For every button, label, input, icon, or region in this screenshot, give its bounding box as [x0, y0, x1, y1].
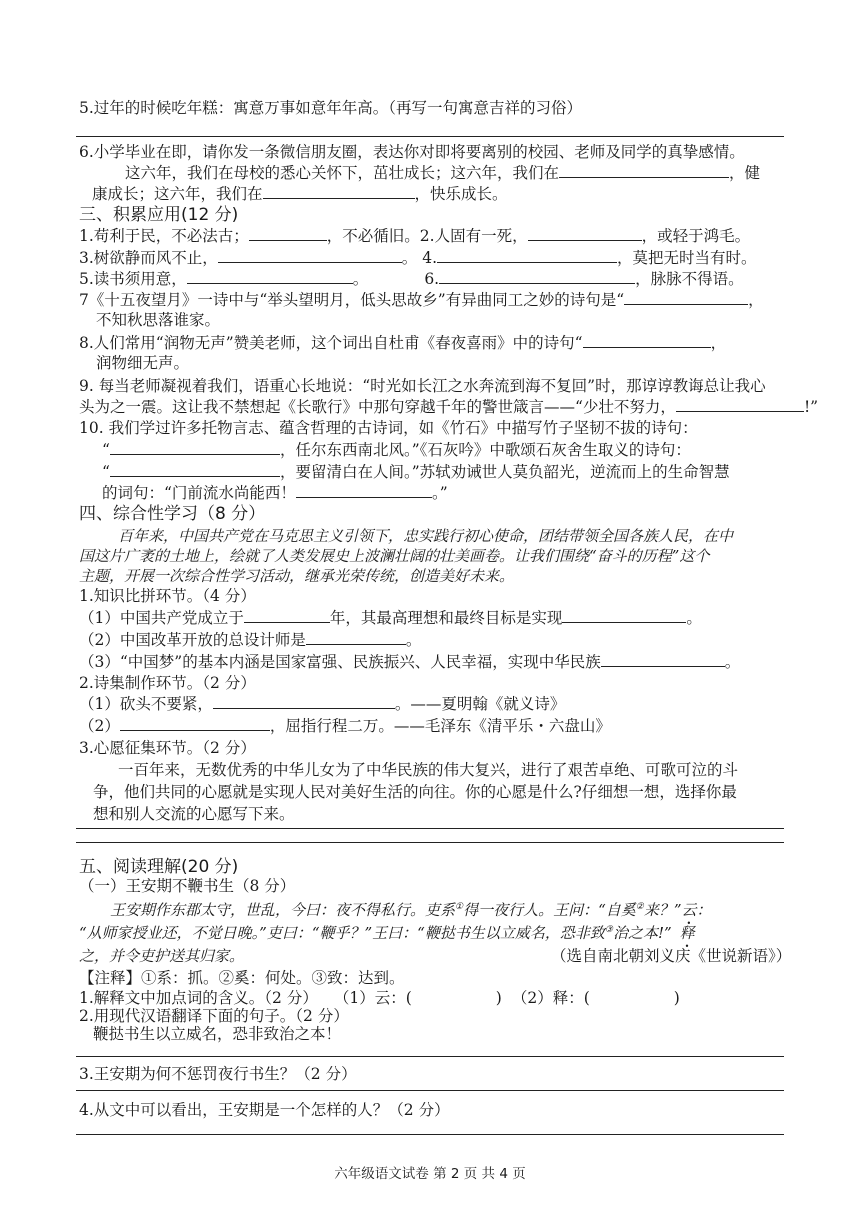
s4-q3-text3: 想和别人交流的心愿写下来。 — [93, 805, 295, 823]
s4-q1a-text2: 年，其最高理想和最终目标是实现 — [329, 609, 563, 627]
q6-line2-text: 康成长；这六年，我们在 — [92, 185, 263, 203]
s3-l9a: 头为之一震。这让我不禁想起《长歌行》中那句穿越千年的警世箴言——“少壮不努力， — [79, 398, 676, 416]
s3-l1b: ，不必循旧。2.人固有一死， — [326, 227, 528, 245]
s4-q2a-text1: （1）砍头不要紧， — [79, 695, 213, 713]
q6-line1 — [125, 163, 760, 183]
s3-l4a: 7《十五夜望月》一诗中与“举头望明月，低头思故乡”有异曲同工之妙的诗句是“ — [79, 291, 625, 309]
s4-answer-line-1[interactable] — [76, 828, 784, 829]
s4-blank-designer[interactable] — [306, 630, 406, 645]
s4-answer-line-2[interactable] — [76, 842, 784, 843]
s3-blank-3[interactable] — [218, 248, 402, 263]
s4-q2a — [79, 694, 565, 714]
s3-l13b: 。” — [431, 484, 448, 502]
q6-text: 6.小学毕业在即，请你发一条微信朋友圈，表达你对即将要离别的校园、老师及同学的真挚感情。 — [79, 143, 745, 161]
s4-q2a-text2: 。——夏明翰《就义诗》 — [394, 695, 566, 713]
s3-line7: 润物细无声。 — [96, 354, 190, 372]
s5-q3-answer-line[interactable] — [76, 1090, 784, 1091]
note-mark-2: ② — [635, 902, 644, 912]
s3-line12 — [102, 462, 730, 482]
s3-l4b: ， — [748, 291, 764, 309]
s4-q1a-text1: （1）中国共产党成立于 — [79, 609, 244, 627]
s3-l9b: !” — [803, 398, 819, 416]
s4-q3-text1: 一百年来，无数优秀的中华儿女为了中华民族的伟大复兴，进行了艰苦卓绝、可歌可泣的斗 — [118, 761, 739, 779]
s3-l3b: 。 — [352, 270, 369, 288]
q6-line1-text: 这六年，我们在母校的悉心关怀下，茁壮成长；这六年，我们在 — [125, 164, 560, 182]
s4-q2b — [79, 716, 611, 736]
s5-t1b: 得一夜行人。王问：“自奚 — [463, 901, 636, 919]
s4-q1c-text2: 。 — [724, 653, 741, 671]
s4-q1b-text2: 。 — [405, 631, 422, 649]
s5-notes: 【注释】①系：抓。②奚：何处。③致：达到。 — [79, 969, 405, 987]
q6-line2 — [92, 184, 508, 204]
q6-blank-2[interactable] — [263, 184, 415, 199]
s4-q1b — [79, 630, 421, 650]
s3-blank-5[interactable] — [187, 269, 353, 284]
section5-title: 五、阅读理解(20 分) — [79, 857, 239, 877]
s3-l6a: 8.人们常用“润物无声”赞美老师，这个词出自杜甫《春夜喜雨》中的诗句“ — [79, 334, 583, 352]
s5-t1a: 王安期作东郡太守，世乱，今曰：夜不得私行。吏系 — [110, 901, 456, 919]
s3-l1a: 1.苟利于民，不必法古； — [79, 227, 249, 245]
s3-blank-7[interactable] — [624, 290, 748, 305]
s3-line13 — [102, 483, 448, 503]
s3-l3a: 5.读书须用意， — [79, 270, 187, 288]
s3-l2c: ，莫把无时当有时。 — [617, 249, 757, 267]
s3-l11b: ，任尔东西南北风。”《石灰吟》中歌颂石灰舍生取义的诗句： — [279, 441, 691, 459]
s4-q1a-text3: 。 — [686, 609, 702, 627]
s3-l13a: 的词句：“门前流水尚能西！ — [102, 484, 296, 502]
s3-l3d: ，脉脉不得语。 — [635, 270, 744, 288]
s5-q1-paren-1: ) — [495, 989, 502, 1007]
s4-q1c-text1: （3）“中国梦”的基本内涵是国家富强、民族振兴、人民幸福，实现中华民族 — [79, 653, 601, 671]
s4-intro-1: 百年来，中国共产党在马克思主义引领下，忠实践行初心使命，团结带领全国各族人民，在中 — [118, 527, 734, 545]
s5-t1e: ： — [696, 901, 712, 919]
s3-blank-10[interactable] — [110, 440, 280, 455]
s3-l2a: 3.树欲静而风不止， — [79, 249, 218, 267]
s5-q1-text: 1.解释文中加点词的含义。（2 分） — [79, 989, 318, 1007]
s4-q1a — [79, 608, 702, 628]
s3-line4 — [79, 290, 764, 310]
s3-blank-1[interactable] — [249, 226, 327, 241]
section4-title: 四、综合性学习（8 分） — [79, 504, 266, 524]
s5-subtitle: （一）王安期不鞭书生（8 分） — [79, 877, 296, 895]
s3-l12a: “ — [102, 463, 110, 481]
s4-q1: 1.知识比拼环节。（4 分） — [79, 587, 256, 605]
s4-blank-year[interactable] — [244, 608, 330, 623]
s3-line10: 10. 我们学过许多托物言志、蕴含哲理的古诗词，如《竹石》中描写竹子坚韧不拔的诗句： — [79, 419, 698, 437]
s4-q1b-text1: （2）中国改革开放的总设计师是 — [79, 631, 306, 649]
s5-q2-answer-line[interactable] — [76, 1056, 784, 1057]
dotted-word-yun: 云 — [681, 901, 697, 919]
s4-intro-2: 国这片广袤的土地上，绘就了人类发展史上波澜壮阔的壮美画卷。让我们围绕“奋斗的历程”这个 — [79, 547, 710, 565]
s3-line11 — [102, 440, 691, 460]
s5-t2a: “从师家授业还，不觉日晚。”吏曰：“鞭乎？”王曰：“鞭挞书生以立威名，恐非致 — [79, 924, 605, 942]
s3-blank-4[interactable] — [437, 248, 617, 263]
s5-q1-shi-label: （2）释：( — [511, 989, 590, 1007]
s5-t1c: 来？” — [643, 901, 682, 919]
s3-l6b: ， — [710, 334, 727, 352]
s5-t2b: 治之本!” — [612, 924, 672, 942]
s4-q3-text2: 争，他们共同的心愿就是实现人民对美好生活的向往。你的心愿是什么?仔细想一想，选择你最 — [93, 783, 737, 801]
q5-text: 5.过年的时候吃年糕：寓意万事如意年年高。（再写一句寓意吉祥的习俗） — [79, 99, 583, 117]
s4-q2b-text1: （2） — [79, 717, 120, 735]
s3-line9 — [79, 397, 818, 417]
s4-blank-dream[interactable] — [601, 652, 725, 667]
q5-answer-line[interactable] — [76, 136, 784, 137]
dotted-word-shi: 释 — [679, 924, 695, 942]
s3-line8: 9. 每当老师凝视着我们，语重心长地说：“时光如长江之水奔流到海不复回”时，那谆谆教诲总让我心 — [79, 377, 766, 395]
s3-l2b: 。 4. — [401, 249, 438, 267]
s3-blank-12[interactable] — [296, 483, 432, 498]
s5-text-3: 之，并令吏护送其归家。 — [79, 947, 245, 965]
s5-q1-paren-2: ) — [673, 989, 680, 1007]
s5-q4-answer-line[interactable] — [76, 1134, 784, 1135]
s3-line3 — [79, 269, 744, 289]
s4-q3: 3.心愿征集环节。（2 分） — [79, 739, 256, 757]
s3-line6 — [79, 333, 726, 353]
s3-blank-8[interactable] — [583, 333, 711, 348]
s3-line2 — [79, 248, 757, 268]
s3-blank-2[interactable] — [528, 226, 642, 241]
s3-l1c: ，或轻于鸿毛。 — [641, 227, 751, 245]
s3-blank-9[interactable] — [676, 397, 804, 412]
note-mark-1: ① — [455, 902, 464, 912]
q6-line1-end: ，健 — [729, 164, 761, 182]
s5-source: （选自南北朝刘义庆《世说新语》） — [551, 947, 792, 965]
s3-line5: 不知秋思落谁家。 — [96, 311, 221, 329]
s4-blank-poem2[interactable] — [120, 716, 270, 731]
s5-q1 — [79, 988, 680, 1008]
s4-q1c — [79, 652, 740, 672]
s3-l11a: “ — [102, 441, 110, 459]
note-mark-3: ③ — [604, 925, 613, 935]
s3-blank-11[interactable] — [110, 462, 280, 477]
s5-q4: 4.从文中可以看出，王安期是一个怎样的人？（2 分） — [79, 1101, 450, 1119]
s3-l3c: 6. — [424, 270, 440, 288]
section3-title: 三、积累应用(12 分) — [79, 205, 239, 225]
s3-line1 — [79, 226, 750, 246]
s5-q1-yun-label: （1）云：( — [333, 989, 412, 1007]
s4-blank-poem1[interactable] — [213, 694, 395, 709]
s5-q3: 3.王安期为何不惩罚夜行书生？（2 分） — [79, 1065, 357, 1083]
s4-blank-ideal[interactable] — [562, 608, 686, 623]
q6-blank-1[interactable] — [559, 163, 729, 178]
s4-q2: 2.诗集制作环节。（2 分） — [79, 674, 256, 692]
page-footer: 六年级语文试卷 第 2 页 共 4 页 — [334, 1166, 526, 1182]
q6-line2-end: ，快乐成长。 — [414, 185, 508, 203]
s4-intro-3: 主题，开展一次综合性学习活动，继承光荣传统，创造美好未来。 — [79, 567, 515, 585]
s4-q2b-text2: ，屈指行程二万。——毛泽东《清平乐・六盘山》 — [269, 717, 611, 735]
s5-q2: 2.用现代汉语翻译下面的句子。（2 分） — [79, 1007, 349, 1025]
s5-q2-sentence: 鞭挞书生以立威名，恐非致治之本！ — [93, 1025, 342, 1043]
s3-l12b: ，要留清白在人间。”苏轼劝诫世人莫负韶光，逆流而上的生命智慧 — [279, 463, 730, 481]
s3-blank-6[interactable] — [439, 269, 635, 284]
